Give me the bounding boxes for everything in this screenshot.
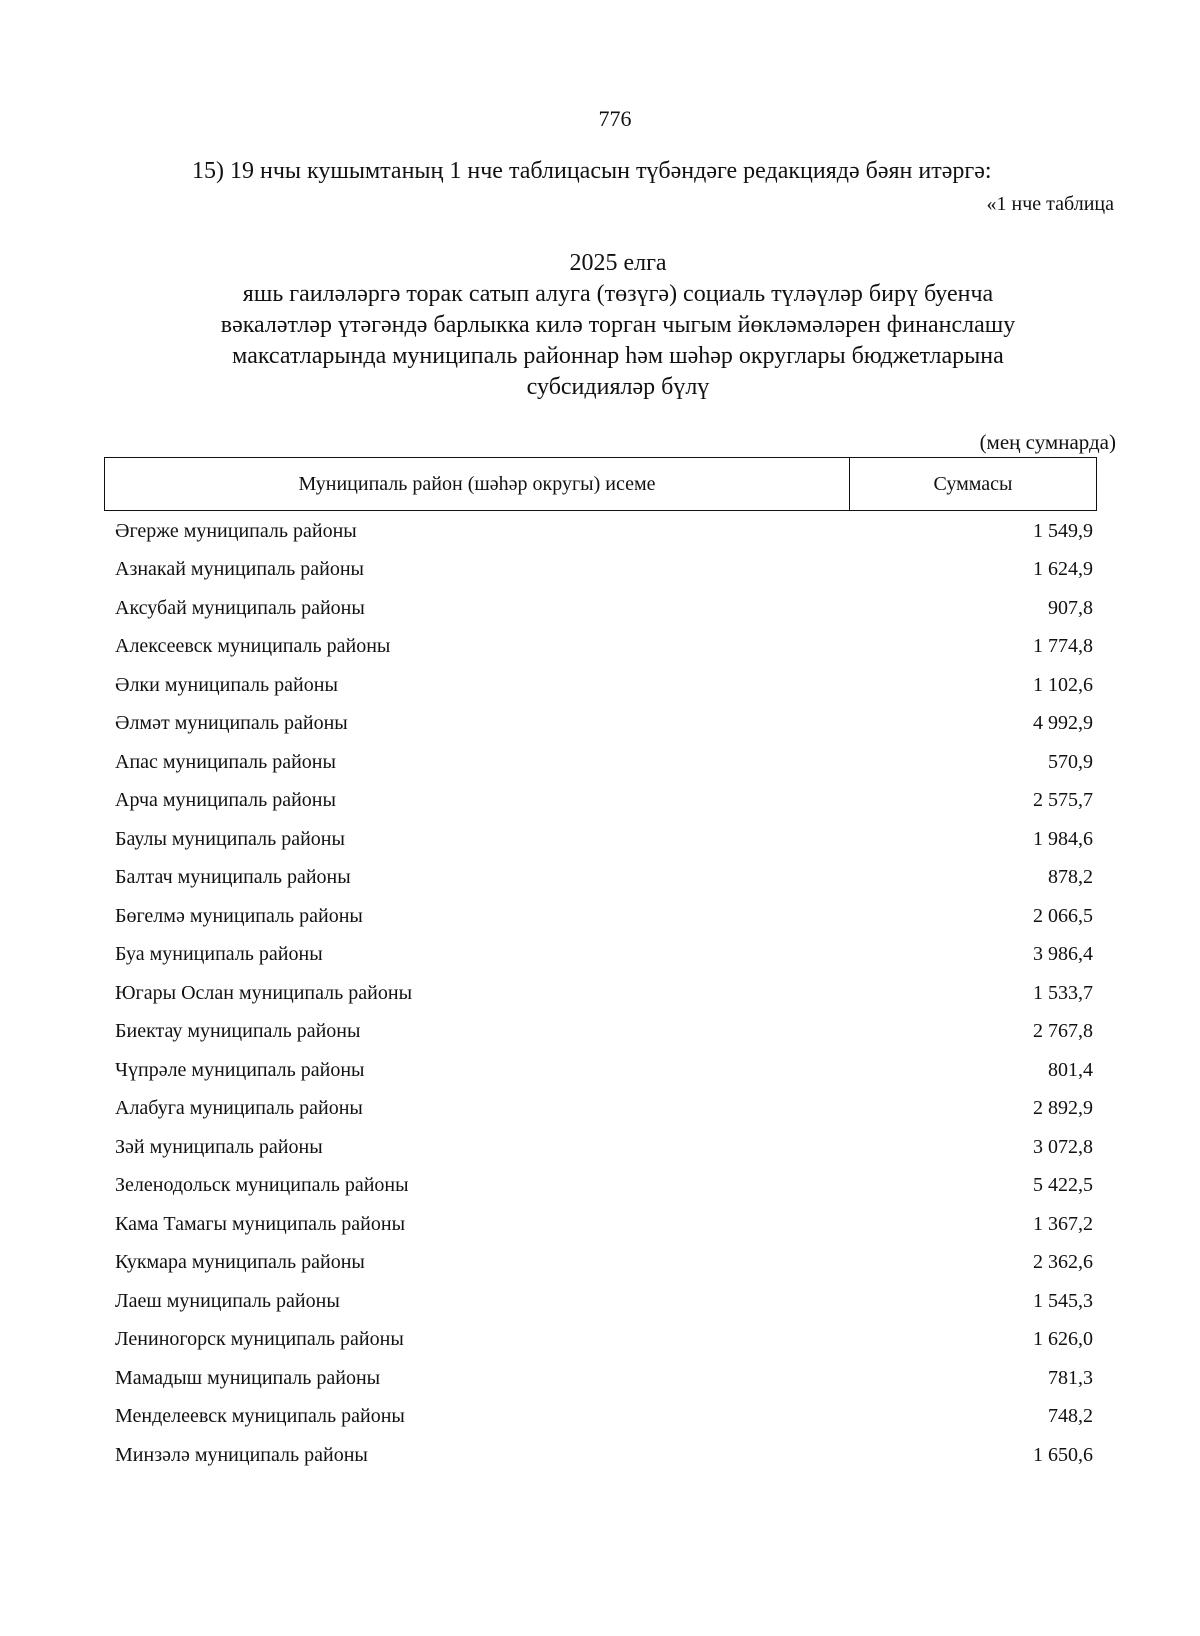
table-row	[115, 897, 1093, 936]
table-row	[115, 936, 1093, 975]
district-sum: 2 066,5	[1033, 904, 1093, 927]
district-name: Азнакай муниципаль районы	[115, 558, 364, 581]
district-name: Лениногорск муниципаль районы	[115, 1328, 404, 1351]
district-name: Алабуга муниципаль районы	[115, 1097, 363, 1120]
table-row	[115, 705, 1093, 744]
title-line: субсидияләр бүлү	[526, 374, 710, 400]
district-sum: 1 549,9	[1033, 519, 1093, 542]
table-row	[115, 589, 1093, 628]
district-name: Кукмара муниципаль районы	[115, 1251, 365, 1274]
district-sum: 878,2	[1048, 866, 1093, 889]
page-number: 776	[598, 106, 632, 131]
table-row	[115, 1128, 1093, 1167]
district-name: Зәй муниципаль районы	[115, 1135, 323, 1158]
district-name: Кама Тамагы муниципаль районы	[115, 1212, 406, 1235]
table-row	[115, 1398, 1093, 1437]
district-name: Балтач муниципаль районы	[115, 866, 351, 889]
district-name: Алексеевск муниципаль районы	[115, 635, 391, 658]
district-name: Менделеевск муниципаль районы	[115, 1405, 405, 1428]
table-row	[115, 782, 1093, 821]
table-row	[115, 743, 1093, 782]
title-line: яшь гаиләләргә торак сатып алуга (төзүгә) социаль түләүләр бирү буенча	[242, 281, 994, 307]
district-sum: 781,3	[1048, 1366, 1093, 1389]
district-sum: 1 984,6	[1033, 827, 1093, 850]
title-line: 2025 елга	[569, 250, 667, 276]
district-sum: 2 767,8	[1033, 1020, 1093, 1043]
district-sum: 4 992,9	[1033, 712, 1093, 735]
district-sum: 5 422,5	[1033, 1174, 1093, 1197]
table-row	[115, 1013, 1093, 1052]
table-row	[115, 974, 1093, 1013]
district-sum: 3 072,8	[1033, 1135, 1093, 1158]
district-name: Арча муниципаль районы	[115, 789, 336, 812]
table-label: «1 нче таблица	[986, 193, 1114, 215]
column-header-name: Муниципаль район (шәһәр округы) исеме	[105, 458, 850, 510]
table-row	[115, 1359, 1093, 1398]
district-name: Биектау муниципаль районы	[115, 1020, 361, 1043]
table-row	[115, 666, 1093, 705]
table-row	[115, 1244, 1093, 1283]
district-sum: 1 533,7	[1033, 981, 1093, 1004]
district-sum: 2 892,9	[1033, 1097, 1093, 1120]
table-header	[104, 457, 1097, 511]
table-row	[115, 859, 1093, 898]
district-sum: 907,8	[1048, 596, 1093, 619]
district-name: Зеленодольск муниципаль районы	[115, 1174, 409, 1197]
district-sum: 570,9	[1048, 750, 1093, 773]
district-name: Баулы муниципаль районы	[115, 827, 345, 850]
district-sum: 2 575,7	[1033, 789, 1093, 812]
intro-paragraph: 15) 19 нчы кушымтаның 1 нче таблицасын түбәндәге редакциядә бәян итәргә:	[192, 158, 992, 184]
table-row	[115, 628, 1093, 667]
district-sum: 2 362,6	[1033, 1251, 1093, 1274]
district-name: Лаеш муниципаль районы	[115, 1289, 340, 1312]
district-sum: 1 626,0	[1033, 1328, 1093, 1351]
district-name: Аксубай муниципаль районы	[115, 596, 365, 619]
column-header-sum: Суммасы	[933, 472, 1013, 495]
table-row	[115, 1282, 1093, 1321]
district-sum: 1 650,6	[1033, 1443, 1093, 1466]
table-row	[115, 551, 1093, 590]
district-sum: 1 367,2	[1033, 1212, 1093, 1235]
district-name: Бөгелмә муниципаль районы	[115, 904, 363, 927]
district-name: Әлки муниципаль районы	[115, 673, 338, 696]
district-sum: 1 545,3	[1033, 1289, 1093, 1312]
district-name: Буа муниципаль районы	[115, 943, 323, 966]
title-line: максатларында муниципаль районнар һәм шәһәр округлары бюджетларына	[232, 343, 1004, 369]
units-note: (мең сумнарда)	[979, 430, 1116, 454]
district-sum: 1 774,8	[1033, 635, 1093, 658]
district-sum: 801,4	[1048, 1058, 1093, 1081]
table-row	[115, 1090, 1093, 1129]
district-sum: 748,2	[1048, 1405, 1093, 1428]
table-row	[115, 1205, 1093, 1244]
table-row	[115, 512, 1093, 551]
district-name: Апас муниципаль районы	[115, 750, 336, 773]
table-row	[115, 1051, 1093, 1090]
district-name: Чүпрәле муниципаль районы	[115, 1058, 365, 1081]
table-row	[115, 1436, 1093, 1475]
district-name: Әгерже муниципаль районы	[115, 519, 357, 542]
district-name: Минзәлә муниципаль районы	[115, 1443, 368, 1466]
district-name: Мамадыш муниципаль районы	[115, 1366, 381, 1389]
table-row	[115, 820, 1093, 859]
district-name: Югары Ослан муниципаль районы	[115, 981, 413, 1004]
title-line: вәкаләтләр үтәгәндә барлыкка килә торган чыгым йөкләмәләрен финанслашу	[220, 312, 1016, 338]
table-row	[115, 1167, 1093, 1206]
district-name: Әлмәт муниципаль районы	[115, 712, 348, 735]
document-title	[0, 248, 1200, 403]
district-sum: 1 102,6	[1033, 673, 1093, 696]
table-row	[115, 1321, 1093, 1360]
table-body	[115, 512, 1093, 1475]
district-sum: 1 624,9	[1033, 558, 1093, 581]
district-sum: 3 986,4	[1033, 943, 1093, 966]
